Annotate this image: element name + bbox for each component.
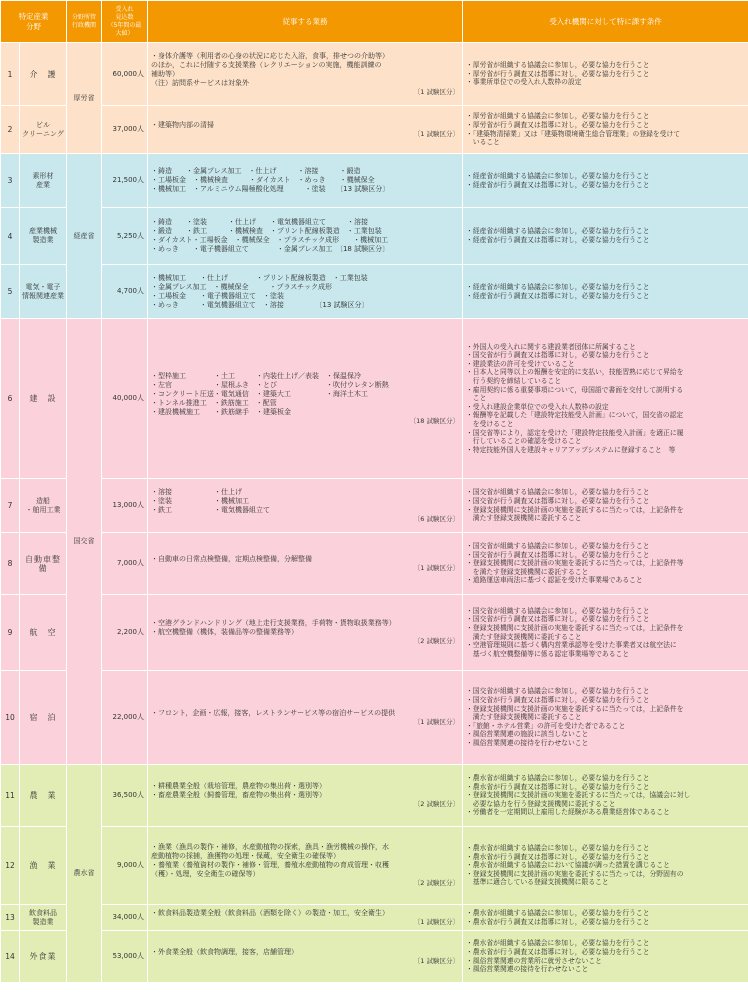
condition-line: ・特定技能外国人を建設キャリアアップシステムに登録すること 等 xyxy=(466,445,676,454)
condition-line: ・国交省が組織する協議会に参加し，必要な協力を行うこと xyxy=(466,687,650,696)
condition-line: ・登録支援機関に支援計画の実施を委託するに当たっては，上記条件を xyxy=(466,704,684,713)
condition-line: を受けること xyxy=(466,419,514,428)
condition-line: ・報酬等を記載した「建設特定技能受入計画」について，国交省の認定 xyxy=(466,411,684,420)
exam-category: 〔18 試験区分〕 xyxy=(409,416,459,425)
work-line: ・鍛造 ・鉄工 ・機械検査 ・プリント配線板製造 ・工業包装 xyxy=(151,227,382,235)
condition-line: ・風俗営業関連の営業所に就労させないこと xyxy=(466,956,602,965)
table-row xyxy=(1,533,748,595)
industry-field: 造船 ・舶用工業 xyxy=(20,479,67,533)
intake-count: 5,250人 xyxy=(102,208,148,265)
condition-line: ・空港管理規則に基づく構内営業承認等を受けた事業者又は航空法に xyxy=(466,641,677,650)
exam-category: 〔1 試験区分〕 xyxy=(413,717,459,726)
ministry: 経産省 xyxy=(67,154,102,319)
work-description xyxy=(148,827,463,905)
condition-line: ・厚労省が組織する協議会に参加し，必要な協力を行うこと xyxy=(466,61,650,70)
industry-field: 建 設 xyxy=(20,319,67,479)
conditions xyxy=(463,43,748,106)
row-number: 14 xyxy=(1,931,20,983)
intake-count: 9,000人 xyxy=(102,827,148,905)
condition-line: ・国交省等により，認定を受けた「建設特定技能受入計画」を適正に履 xyxy=(466,428,684,437)
work-line: ・身体介護等（利用者の心身の状況に応じた入浴，食事，排せつの介助等） xyxy=(151,51,389,60)
conditions xyxy=(463,319,748,479)
condition-line: 行う契約を締結していること xyxy=(466,377,562,386)
work-line: ・自動車の日常点検整備，定期点検整備，分解整備 xyxy=(151,554,312,563)
work-line: ・トンネル推進工 ・鉄筋施工 ・配管 xyxy=(151,398,277,407)
work-description xyxy=(148,319,463,479)
condition-line: ・雇用契約に係る重要事項について，母国語で書面を交付して説明する xyxy=(466,385,684,394)
table-row xyxy=(1,208,748,265)
row-number: 11 xyxy=(1,765,20,827)
work-line: ・塗装 ・機械加工 xyxy=(151,496,249,505)
conditions xyxy=(463,931,748,983)
table-row xyxy=(1,765,748,827)
work-line: ・耕種農業全般（栽培管理，農産物の集出荷・選別等） xyxy=(151,782,326,790)
condition-line: ・農水省が行う調査又は指導に対し，必要な協力を行うこと xyxy=(466,917,650,926)
condition-line: ・風俗営業関連の接待を行わせないこと xyxy=(466,965,589,974)
row-number: 13 xyxy=(1,905,20,931)
work-line: ・建築物内部の清掃 xyxy=(151,120,214,129)
ministry: 厚労省 xyxy=(67,43,102,154)
condition-line: ・外国人の受入れに関する建設業者団体に所属すること xyxy=(466,342,636,351)
ministry: 国交省 xyxy=(67,319,102,765)
work-line: ・型枠施工 ・土工 ・内装仕上げ／表装 ・保温保冷 xyxy=(151,371,361,380)
work-line: ・工場板金 ・電子機器組立て ・塗装 xyxy=(151,291,284,300)
conditions xyxy=(463,765,748,827)
work-line: のほか，これに付随する支援業務（レクリエーションの実施，機能訓練の xyxy=(151,60,382,69)
industry-field: 航 空 xyxy=(20,595,67,671)
conditions xyxy=(463,671,748,765)
work-line: 産動植物の採捕，漁獲物の処理・保蔵，安全衛生の確保等） xyxy=(151,852,340,860)
work-line: ・溶接 ・仕上げ xyxy=(151,487,242,496)
conditions xyxy=(463,533,748,595)
condition-line: ・道路運送車両法に基づく認証を受けた事業場であること xyxy=(466,576,643,585)
condition-line: ・農水省が組織する協議会に参加し，必要な協力を行うこと xyxy=(466,774,650,783)
condition-line: ・国交省が行う調査又は指導に対し，必要な協力を行うこと xyxy=(466,696,650,705)
exam-category: 〔6 試験区分〕 xyxy=(413,514,459,523)
work-line: ・飲食料品製造業全般（飲食料品（酒類を除く）の製造・加工，安全衛生） xyxy=(151,908,389,917)
exam-category: 〔2 試験区分〕 xyxy=(413,637,459,645)
intake-count: 53,000人 xyxy=(102,931,148,983)
work-description xyxy=(148,533,463,595)
intake-count: 37,000人 xyxy=(102,106,148,154)
header-field: 特定産業 分野 xyxy=(1,1,67,43)
condition-line: ・経産省が行う調査又は指導に対し，必要な協力を行うこと xyxy=(466,236,650,244)
condition-line: ・農水省が組織する協議会に参加し，必要な協力を行うこと xyxy=(466,939,650,948)
table-body xyxy=(1,43,748,983)
work-line: ・鋳造 ・塗装 ・仕上げ ・電気機器組立て ・溶接 xyxy=(151,218,368,226)
condition-line: ・国交省が行う調査又は指導に対し，必要な協力を行うこと xyxy=(466,496,650,505)
row-number: 10 xyxy=(1,671,20,765)
row-number: 2 xyxy=(1,106,20,154)
condition-line: ・国交省が行う調査又は指導に対し，必要な協力を行うこと xyxy=(466,351,650,360)
work-line: ・フロント，企画・広報，接客，レストランサービス等の宿泊サービスの提供 xyxy=(151,708,396,717)
condition-line: ・農水省が組織する協議会において協議が調った措置を講じること xyxy=(466,861,670,870)
industry-field: 農 業 xyxy=(20,765,67,827)
intake-count: 4,700人 xyxy=(102,265,148,319)
work-line: ・左官 ・屋根ふき ・とび ・吹付ウレタン断熱 xyxy=(151,380,389,389)
condition-line: ・登録支援機関に支援計画の実施を委託するに当たっては，協議会に対し xyxy=(466,791,691,800)
industry-field: 飲食料品 製造業 xyxy=(20,905,67,931)
intake-count: 34,000人 xyxy=(102,905,148,931)
condition-line: ・厚労省が行う調査又は指導に対し，必要な協力を行うこと xyxy=(466,69,650,78)
table-row xyxy=(1,479,748,533)
exam-category: 〔2 試験区分〕 xyxy=(413,879,459,887)
condition-line: ・厚労省が行う調査又は指導に対し，必要な協力を行うこと xyxy=(466,120,650,129)
header-count: 受入れ 見込数 （5年間の最大値） xyxy=(102,1,148,43)
condition-line: ・建設業法の許可を受けていること xyxy=(466,359,575,368)
condition-line: ・「旅館・ホテル営業」の許可を受けた者であること xyxy=(466,721,626,730)
condition-line: ・厚労省が組織する協議会に参加し，必要な協力を行うこと xyxy=(466,112,650,121)
work-line: ・鉄工 ・電気機器組立て xyxy=(151,505,270,514)
work-description xyxy=(148,671,463,765)
work-description xyxy=(148,905,463,931)
table-row xyxy=(1,827,748,905)
header-row xyxy=(1,1,748,43)
condition-line: 基準に適合している登録支援機関に限ること xyxy=(466,878,609,887)
condition-line: ・登録支援機関に支援計画の実施を委託するに当たっては，分野固有の xyxy=(466,869,684,878)
condition-line: ・国交省が組織する協議会に参加し，必要な協力を行うこと xyxy=(466,606,650,615)
condition-line: いること xyxy=(466,138,500,147)
industry-field: 産業機械 製造業 xyxy=(20,208,67,265)
condition-line: ・農水省が行う調査又は指導に対し，必要な協力を行うこと xyxy=(466,947,650,956)
condition-line: を満たす登録支援機関に委託すること xyxy=(466,567,589,576)
table-row xyxy=(1,154,748,208)
table-row xyxy=(1,43,748,106)
conditions xyxy=(463,479,748,533)
industry-field: 宿 泊 xyxy=(20,671,67,765)
work-line: ・漁業（漁具の製作・補修，水産動植物の探索，漁具・漁労機械の操作，水 xyxy=(151,843,389,851)
condition-line: ・国交省が組織する協議会に参加し，必要な協力を行うこと xyxy=(466,542,650,551)
exam-category: 〔1 試験区分〕 xyxy=(413,563,459,572)
industry-field: 素形材 産業 xyxy=(20,154,67,208)
exam-category: 〔1 試験区分〕 xyxy=(413,956,459,965)
work-line: ・金属プレス加工 ・機械保全 ・プラスチック成形 xyxy=(151,282,332,291)
work-line: （穫）・処理，安全衛生の確保等） xyxy=(151,870,260,878)
table-row xyxy=(1,595,748,671)
industry-field: ビル クリーニング xyxy=(20,106,67,154)
industry-field: 漁 業 xyxy=(20,827,67,905)
intake-count: 22,000人 xyxy=(102,671,148,765)
exam-category: 〔1 試験区分〕 xyxy=(413,87,459,96)
conditions xyxy=(463,208,748,265)
work-description xyxy=(148,595,463,671)
conditions xyxy=(463,595,748,671)
condition-line: ・経産省が行う調査又は指導に対し，必要な協力を行うこと xyxy=(466,291,650,300)
conditions xyxy=(463,154,748,208)
condition-line: 満たす登録支援機関に委託すること xyxy=(466,632,582,641)
condition-line: ・農水省が行う調査又は指導に対し，必要な協力を行うこと xyxy=(466,852,650,861)
work-description xyxy=(148,106,463,154)
intake-count: 60,000人 xyxy=(102,43,148,106)
work-line: ・畜産農業全般（飼養管理，畜産物の集出荷・選別等） xyxy=(151,791,326,799)
conditions xyxy=(463,106,748,154)
row-number: 9 xyxy=(1,595,20,671)
work-line: ・航空機整備（機体，装備品等の整備業務等） xyxy=(151,628,298,636)
intake-count: 13,000人 xyxy=(102,479,148,533)
work-line: （注）訪問系サービスは対象外 xyxy=(151,78,249,87)
condition-line: ・日本人と同等以上の報酬を安定的に支払い，技能習熟に応じて昇給を xyxy=(466,368,684,377)
condition-line: ・農水省が組織する協議会に参加し，必要な協力を行うこと xyxy=(466,908,650,917)
row-number: 6 xyxy=(1,319,20,479)
condition-line: 行していることの確認を受けること xyxy=(466,437,582,446)
row-number: 5 xyxy=(1,265,20,319)
work-description xyxy=(148,43,463,106)
work-line: ・コンクリート圧送・電気通信 ・建築大工 ・海洋土木工 xyxy=(151,389,368,398)
condition-line: 満たす登録支援機関に委託すること xyxy=(466,514,582,523)
work-description xyxy=(148,931,463,983)
work-description xyxy=(148,154,463,208)
condition-line: ・登録支援機関に支援計画の実施を委託するに当たっては，上記条件を xyxy=(466,623,684,632)
intake-count: 36,500人 xyxy=(102,765,148,827)
work-description xyxy=(148,208,463,265)
industry-field: 外食業 xyxy=(20,931,67,983)
exam-category: 〔1 試験区分〕 xyxy=(413,129,459,138)
work-line: 補助等） xyxy=(151,69,179,78)
row-number: 7 xyxy=(1,479,20,533)
work-line: ・めっき ・電気機器組立て ・溶接 〔13 試験区分〕 xyxy=(151,300,369,309)
condition-line: ・事業所単位での受入れ人数枠の設定 xyxy=(466,78,582,87)
industry-field: 電気・電子 情報関連産業 xyxy=(20,265,67,319)
condition-line: ・経産省が組織する協議会に参加し，必要な協力を行うこと xyxy=(466,227,650,236)
condition-line: ・国交省が行う調査又は指導に対し，必要な協力を行うこと xyxy=(466,550,650,559)
header-ministry: 分野所管 行政機関 xyxy=(67,1,102,43)
condition-line: ・登録支援機関に支援計画の実施を委託するに当たっては，上記条件等 xyxy=(466,559,684,568)
table-row xyxy=(1,106,748,154)
work-line: ・工場板金 ・機械検査 ・ダイカスト ・めっき ・機械保全 xyxy=(151,176,375,184)
row-number: 8 xyxy=(1,533,20,595)
work-description xyxy=(148,765,463,827)
condition-line: ・労働者を一定期間以上雇用した経験がある農業経営体であること xyxy=(466,808,670,817)
condition-line: ・農水省が組織する協議会に参加し，必要な協力を行うこと xyxy=(466,844,650,853)
work-line: ・外食業全般（飲食物調理，接客，店舗管理） xyxy=(151,947,298,956)
condition-line: 基づく航空機整備等に係る認定事業場等であること xyxy=(466,649,630,658)
intake-count: 2,200人 xyxy=(102,595,148,671)
condition-line: ・国交省が行う調査又は指導に対し，必要な協力を行うこと xyxy=(466,615,650,624)
condition-line: ・農水省が行う調査又は指導に対し，必要な協力を行うこと xyxy=(466,782,650,791)
table-row xyxy=(1,319,748,479)
row-number: 4 xyxy=(1,208,20,265)
row-number: 12 xyxy=(1,827,20,905)
condition-line: 満たす登録支援機関に委託すること xyxy=(466,713,582,722)
industry-field: 介 護 xyxy=(20,43,67,106)
intake-count: 21,500人 xyxy=(102,154,148,208)
work-line: ・機械加工 ・アルミニウム陽極酸化処理 ・塗装 〔13 試験区分〕 xyxy=(151,185,390,193)
work-line: ・鋳造 ・金属プレス加工 ・仕上げ ・溶接 ・鍛造 xyxy=(151,167,361,175)
exam-category: 〔1 試験区分〕 xyxy=(413,917,459,926)
work-description xyxy=(148,479,463,533)
header-work: 従事する業務 xyxy=(148,1,463,43)
table-row xyxy=(1,931,748,983)
condition-line: ・登録支援機関に支援計画の実施を委託するに当たっては，上記条件を xyxy=(466,505,684,514)
condition-line: こと xyxy=(466,394,487,403)
condition-line: ・経産省が組織する協議会に参加し，必要な協力を行うこと xyxy=(466,282,650,291)
work-line: ・機械加工 ・仕上げ ・プリント配線板製造 ・工業包装 xyxy=(151,273,368,282)
header-conditions: 受入れ機関に対して特に課す条件 xyxy=(463,1,748,43)
exam-category: 〔2 試験区分〕 xyxy=(413,800,459,808)
work-description xyxy=(148,265,463,319)
table-row xyxy=(1,905,748,931)
industry-field: 自動車整備 xyxy=(20,533,67,595)
intake-count: 40,000人 xyxy=(102,319,148,479)
work-line: ・ダイカスト・工場板金 ・機械保全 ・プラスチック成形 ・機械加工 xyxy=(151,236,389,244)
condition-line: ・風俗営業関連の接待を行わせないこと xyxy=(466,738,589,747)
work-line: ・めっき ・電子機器組立て ・金属プレス加工 〔18 試験区分〕 xyxy=(151,245,390,253)
table-row xyxy=(1,265,748,319)
conditions xyxy=(463,827,748,905)
condition-line: ・風俗営業関連の施設に該当しないこと xyxy=(466,730,589,739)
condition-line: ・経産省が組織する協議会に参加し，必要な協力を行うこと xyxy=(466,171,650,180)
row-number: 3 xyxy=(1,154,20,208)
work-line: ・建設機械施工 ・鉄筋継手 ・建築板金 xyxy=(151,407,291,416)
work-line: ・養殖業（養殖資材の製作・補修・管理，養殖水産動植物の育成管理・収穫 xyxy=(151,861,389,869)
conditions xyxy=(463,905,748,931)
row-number: 1 xyxy=(1,43,20,106)
table-row xyxy=(1,671,748,765)
condition-line: ・受入れ建設企業単位での受入れ人数枠の設定 xyxy=(466,402,609,411)
conditions xyxy=(463,265,748,319)
intake-count: 7,000人 xyxy=(102,533,148,595)
condition-line: ・国交省が組織する協議会に参加し，必要な協力を行うこと xyxy=(466,488,650,497)
work-line: ・空港グランドハンドリング（地上走行支援業務，手荷物・貨物取扱業務等） xyxy=(151,619,396,627)
condition-line: 必要な協力を行う登録支援機関に委託すること xyxy=(466,799,616,808)
ministry: 農水省 xyxy=(67,765,102,983)
condition-line: ・経産省が行う調査又は指導に対し，必要な協力を行うこと xyxy=(466,180,650,189)
condition-line: ・「建築物清掃業」又は「建築物環境衛生総合管理業」の登録を受けて xyxy=(466,129,681,138)
